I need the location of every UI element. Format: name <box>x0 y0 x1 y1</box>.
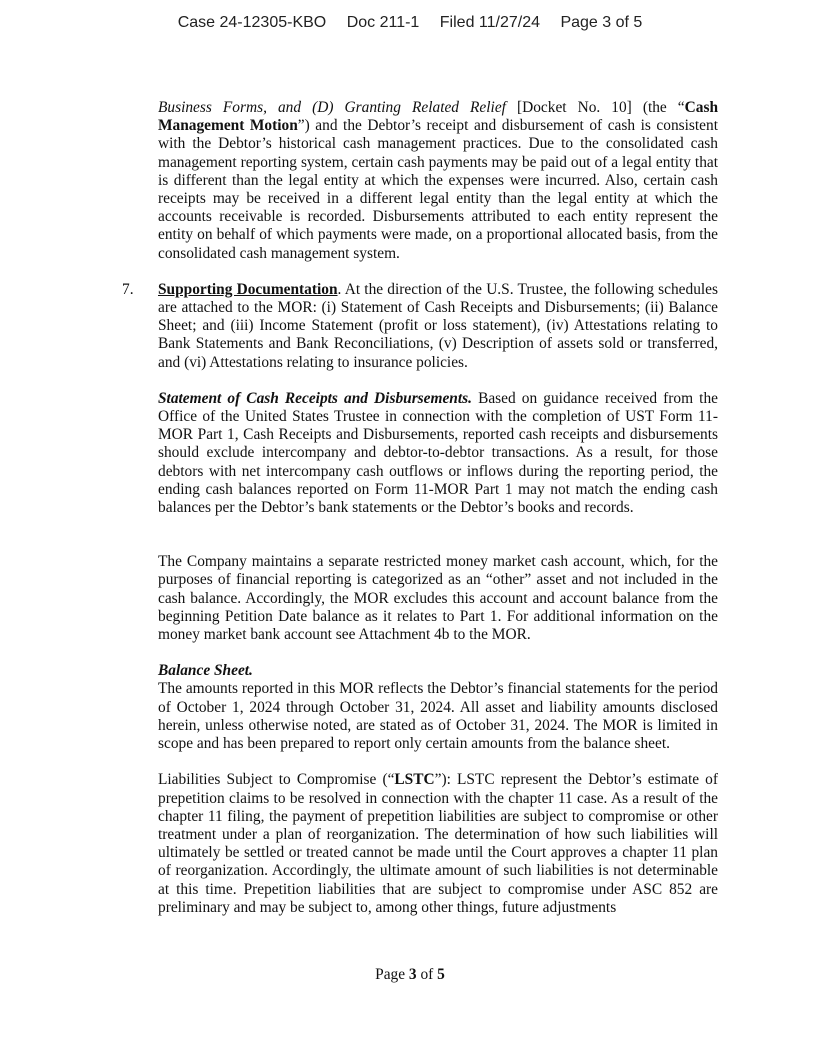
section-7-paragraph <box>122 280 718 372</box>
lstc-paragraph <box>158 771 718 917</box>
filing-header <box>0 14 820 32</box>
text-run: . At the direction of the U.S. Trustee, the following schedules are attached to the MOR: (i) Statement of Cash Receipts and Disbursements; (ii) Balance Sheet; and (iii) Income Statement (profit or loss statement), (iv) Attestations relating to Bank Statements and Bank Reconciliations, (v) Description of assets sold or transferred, and (vi) Attestations relating to insurance policies. <box>158 280 718 371</box>
case-number: Case 24-12305-KBO <box>177 14 327 31</box>
footer-page-word: Page <box>375 966 409 983</box>
cash-receipts-paragraph <box>158 390 718 517</box>
text-run: Based on guidance received from the Office of the United States Trustee in connection with the completion of UST Form 11-MOR Part 1, Cash Receipts and Disbursements, reported cash receipts and disbursements should exclude intercompany and debtor-to-debtor transactions. As a result, for those debtors with net intercompany cash outflows or inflows during the reporting period, the ending cash balances reported on Form 11-MOR Part 1 may not match the ending cash balances per the Debtor’s bank statements or the Debtor’s books and records. <box>158 389 718 517</box>
footer-page-total: 5 <box>437 966 445 983</box>
cash-receipts-heading: Statement of Cash Receipts and Disbursements. <box>158 389 472 407</box>
money-market-paragraph: The Company maintains a separate restricted money market cash account, which, for the purposes of financial reporting is categorized as an “other” asset and not included in the cash balance. Accordingly, the MOR excludes this account and account balance from the beginning Petition Date balance as it relates to Part 1. For additional information on the money market bank account see Attachment 4b to the MOR. <box>158 553 718 644</box>
footer-of-word: of <box>416 966 438 983</box>
lstc-term: LSTC <box>394 771 435 789</box>
document-body <box>122 99 718 917</box>
filed-date: Filed 11/27/24 <box>439 14 540 31</box>
section-heading: Supporting Documentation <box>158 280 338 298</box>
cash-management-motion-term: Cash Management Motion <box>158 99 718 135</box>
section-number: 7. <box>122 280 134 298</box>
text-run: ”) and the Debtor’s receipt and disbursement of cash is consistent with the Debtor’s historical cash management practices. Due to the consolidated cash management reporting system, certain cash payments may be paid out of a legal entity that is different than the legal entity at which the expenses were incurred. Also, certain cash receipts may be received in a different legal entity than the legal entity at which the accounts receivable is recorded. Disbursements attributed to each entity represent the entity on behalf of which payments were made, on a proportional allocated basis, from the consolidated cash management system. <box>158 117 718 262</box>
italic-lead: Business Forms, and (D) Granting Related Relief <box>158 99 506 116</box>
balance-sheet-paragraph: The amounts reported in this MOR reflects the Debtor’s financial statements for the period of October 1, 2024 through October 31, 2024. All asset and liability amounts disclosed herein, unless otherwise noted, are stated as of October 31, 2024. The MOR is limited in scope and has been prepared to report only certain amounts from the balance sheet. <box>158 680 718 753</box>
page-footer <box>0 966 820 984</box>
heading-text: Balance Sheet. <box>158 662 253 680</box>
cash-management-paragraph <box>158 99 718 263</box>
doc-number: Doc 211-1 <box>346 14 420 31</box>
balance-sheet-heading <box>158 662 718 680</box>
text-run: Liabilities Subject to Compromise (“ <box>158 771 395 789</box>
text-run: ”): LSTC represent the Debtor’s estimate of prepetition claims to be resolved in connection with the chapter 11 case. As a result of the chapter 11 filing, the payment of prepetition liabilities are subject to compromise or other treatment under a plan of reorganization. The determination of how such liabilities will ultimately be settled or treated cannot be made until the Court approves a chapter 11 plan of reorganization. Accordingly, the ultimate amount of such liabilities is not determinable at this time. Prepetition liabilities that are subject to compromise under ASC 852 are preliminary and may be subject to, among other things, future adjustments <box>158 771 718 916</box>
header-page-count: Page 3 of 5 <box>560 14 643 31</box>
footer-page-number: 3 <box>408 966 417 983</box>
text-run: [Docket No. 10] (the “ <box>505 99 685 116</box>
